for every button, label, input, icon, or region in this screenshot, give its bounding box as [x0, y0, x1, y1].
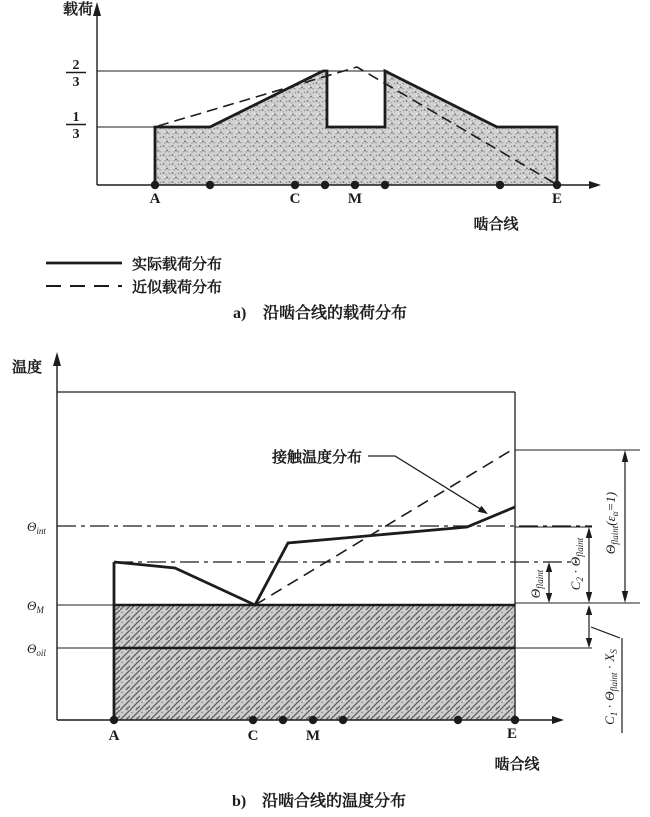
chart-b-x-axis-title: 啮合线	[494, 757, 540, 773]
subscript: oil	[36, 648, 46, 658]
chart-a-x-axis-title: 啮合线	[473, 217, 519, 233]
theta-symbol: Θ	[27, 598, 37, 613]
dot-separator: ·	[568, 566, 583, 578]
dim-label-theta-flaint-eps1	[603, 492, 620, 554]
subscript: 1	[609, 711, 619, 717]
subscript: M	[36, 605, 44, 615]
chart-a-ytick-one-third	[66, 110, 86, 142]
chart-b-contact-temp-curve	[114, 507, 515, 605]
theta-symbol: Θ	[27, 641, 37, 656]
legend-solid-label: 实际载荷分布	[132, 257, 223, 273]
x-symbol: X	[602, 653, 617, 662]
chart-b-caption-label: b)	[232, 793, 247, 810]
frac-23-denominator: 3	[72, 75, 80, 90]
c-symbol: C	[602, 716, 617, 725]
equals-one: =1)	[603, 491, 618, 512]
chart-b-tick-theta-oil	[27, 641, 46, 658]
chart-a-ytick-two-thirds	[66, 58, 86, 90]
subscript: α	[610, 511, 620, 517]
chart-a-caption-text: 沿啮合线的载荷分布	[263, 305, 408, 322]
subscript: flaint	[609, 672, 619, 692]
chart-b-hatched-region	[114, 605, 515, 720]
subscript: flaint	[610, 525, 620, 545]
legend-dashed-label: 近似载荷分布	[132, 280, 223, 296]
dim-label-c2-theta-flaint	[568, 537, 585, 590]
frac-23-numerator: 2	[72, 58, 80, 73]
chart-b-annotation-arrow-icon	[478, 506, 488, 514]
chart-b-label-C: C	[247, 728, 259, 744]
chart-b-caption	[232, 791, 406, 810]
chart-b-label-M: M	[305, 728, 321, 744]
frac-13-denominator: 3	[72, 127, 80, 142]
chart-b-tick-theta-int	[27, 519, 46, 536]
dot-separator: ·	[602, 700, 617, 712]
dim-label-theta-flaint	[528, 569, 545, 598]
chart-a-x-axis-arrow-icon	[589, 181, 601, 189]
chart-b-annotation: 接触温度分布	[272, 450, 363, 466]
chart-b-temperature-distribution	[12, 352, 640, 810]
subscript: flaint	[535, 569, 545, 589]
chart-b-label-A: A	[108, 728, 120, 744]
chart-a-y-axis-title: 载荷	[62, 2, 93, 18]
subscript: 2	[575, 577, 585, 582]
chart-a-caption	[233, 303, 407, 322]
epsilon-open: (ε	[603, 516, 618, 526]
chart-a-label-C: C	[289, 191, 301, 207]
chart-b-y-axis-arrow-icon	[53, 352, 61, 366]
chart-a-load-distribution	[46, 0, 601, 322]
theta-symbol: Θ	[27, 519, 37, 534]
chart-a-y-axis-arrow-icon	[93, 2, 101, 16]
chart-a-label-E: E	[551, 191, 563, 207]
chart-b-x-axis-arrow-icon	[552, 716, 564, 724]
subscript: int	[36, 526, 46, 536]
theta-symbol: Θ	[568, 556, 583, 567]
subscript: flaint	[575, 537, 585, 557]
dim-label-c1-theta-flaint-xs	[602, 649, 619, 725]
chart-a-axis-dots	[151, 181, 561, 189]
chart-b-tick-theta-m	[27, 598, 44, 615]
theta-symbol: Θ	[602, 691, 617, 701]
chart-b-caption-text: 沿啮合线的温度分布	[262, 793, 407, 810]
subscript: S	[609, 649, 619, 654]
theta-symbol: Θ	[603, 544, 618, 555]
dot-separator: ·	[602, 661, 617, 673]
chart-a-legend	[46, 255, 222, 296]
chart-a-caption-label: a)	[233, 305, 247, 322]
frac-13-numerator: 1	[72, 110, 80, 125]
c-symbol: C	[568, 581, 583, 591]
chart-a-label-M: M	[347, 191, 363, 207]
chart-b-y-axis-title: 温度	[12, 360, 43, 376]
chart-a-label-A: A	[149, 191, 161, 207]
theta-symbol: Θ	[528, 588, 543, 599]
chart-b-label-E: E	[506, 726, 518, 742]
